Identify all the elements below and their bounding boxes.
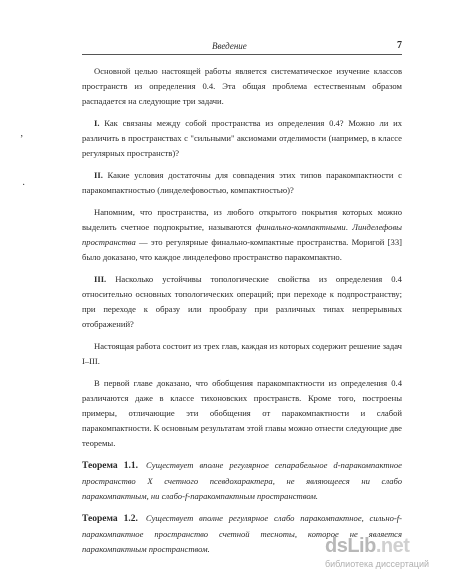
text-run: — это регулярные финально-компактные пространства. Моригой [33] было доказано, что каждое линделефово пространство паракомпактно. — [82, 237, 402, 262]
page-number: 7 — [397, 40, 402, 51]
paragraph — [82, 205, 402, 265]
italic-term: Линделефовы пространства — [82, 222, 403, 247]
task-item — [82, 272, 402, 332]
italic-term: финально-компактными — [255, 222, 346, 232]
task-text: Насколько устойчивы топологические свойства из определения 0.4 относительно основных топологических операций; при переходе к подпространству; при переходе к образу или прообразу при различных типах непрерывных отображений? — [82, 274, 402, 329]
task-item — [82, 116, 402, 161]
task-item — [82, 168, 402, 198]
task-text: Как связаны между собой пространства из определения 0.4? Можно ли их различить в пространствах с "сильными" аксиомами отделимости (например, в классе регулярных пространств)? — [82, 118, 402, 158]
body-text — [82, 64, 402, 564]
text-run: Напомним, что пространства, из любого открытого покрытия которых можно выделить счетное подпокрытие, называются — [82, 207, 402, 232]
theorem — [82, 458, 402, 504]
theorem-text: Существует вполне регулярное слабо паракомпактное, сильно-f-паракомпактное пространство счетной тесноты, которое не является паракомпактным пространством. — [82, 513, 403, 554]
paragraph: Настоящая работа состоит из трех глав, каждая из которых содержит решение задач I–III. — [82, 341, 402, 366]
margin-mark: ‚ — [20, 128, 24, 139]
theorem-label: Теорема 1.2. — [82, 514, 138, 524]
task-text: Какие условия достаточны для совпадения этих типов паракомпактности с паракомпактностью (линделефовостью, компактностью)? — [82, 170, 403, 195]
logo-domain: .net — [375, 535, 410, 557]
running-header — [82, 40, 402, 55]
paragraph: Основной целью настоящей работы является систематическое изучение классов пространств из определения 0.4. Эта общая проблема естественным образом распадается на следующие три задачи. — [82, 66, 402, 106]
header-title: Введение — [212, 41, 247, 51]
watermark-logo — [325, 535, 409, 558]
task-label: II. — [94, 170, 103, 180]
theorem-text: Существует вполне регулярное сепарабельное d-паракомпактное пространство X счетного псевдохарактера, не являющееся ни слабо паракомпактным, ни слабо-f-паракомпактным пространством. — [82, 460, 402, 501]
watermark — [325, 535, 440, 573]
task-label: I. — [94, 118, 100, 128]
paragraph: В первой главе доказано, что обобщения паракомпактности из определения 0.4 различаются даже в классе тихоновских пространств. Кроме того, построены примеры, отличающие эти обобщения от паракомпактности и слабой паракомпактности. К основным результатам этой главы можно отнести следующие две теоремы. — [82, 378, 402, 448]
task-label: III. — [94, 274, 107, 284]
text-run: . — [345, 222, 353, 232]
watermark-subtitle: библиотека диссертаций — [325, 559, 430, 569]
logo-text: dsLib — [325, 535, 376, 557]
margin-mark: · — [22, 180, 26, 191]
theorem-label: Теорема 1.1. — [82, 461, 139, 471]
